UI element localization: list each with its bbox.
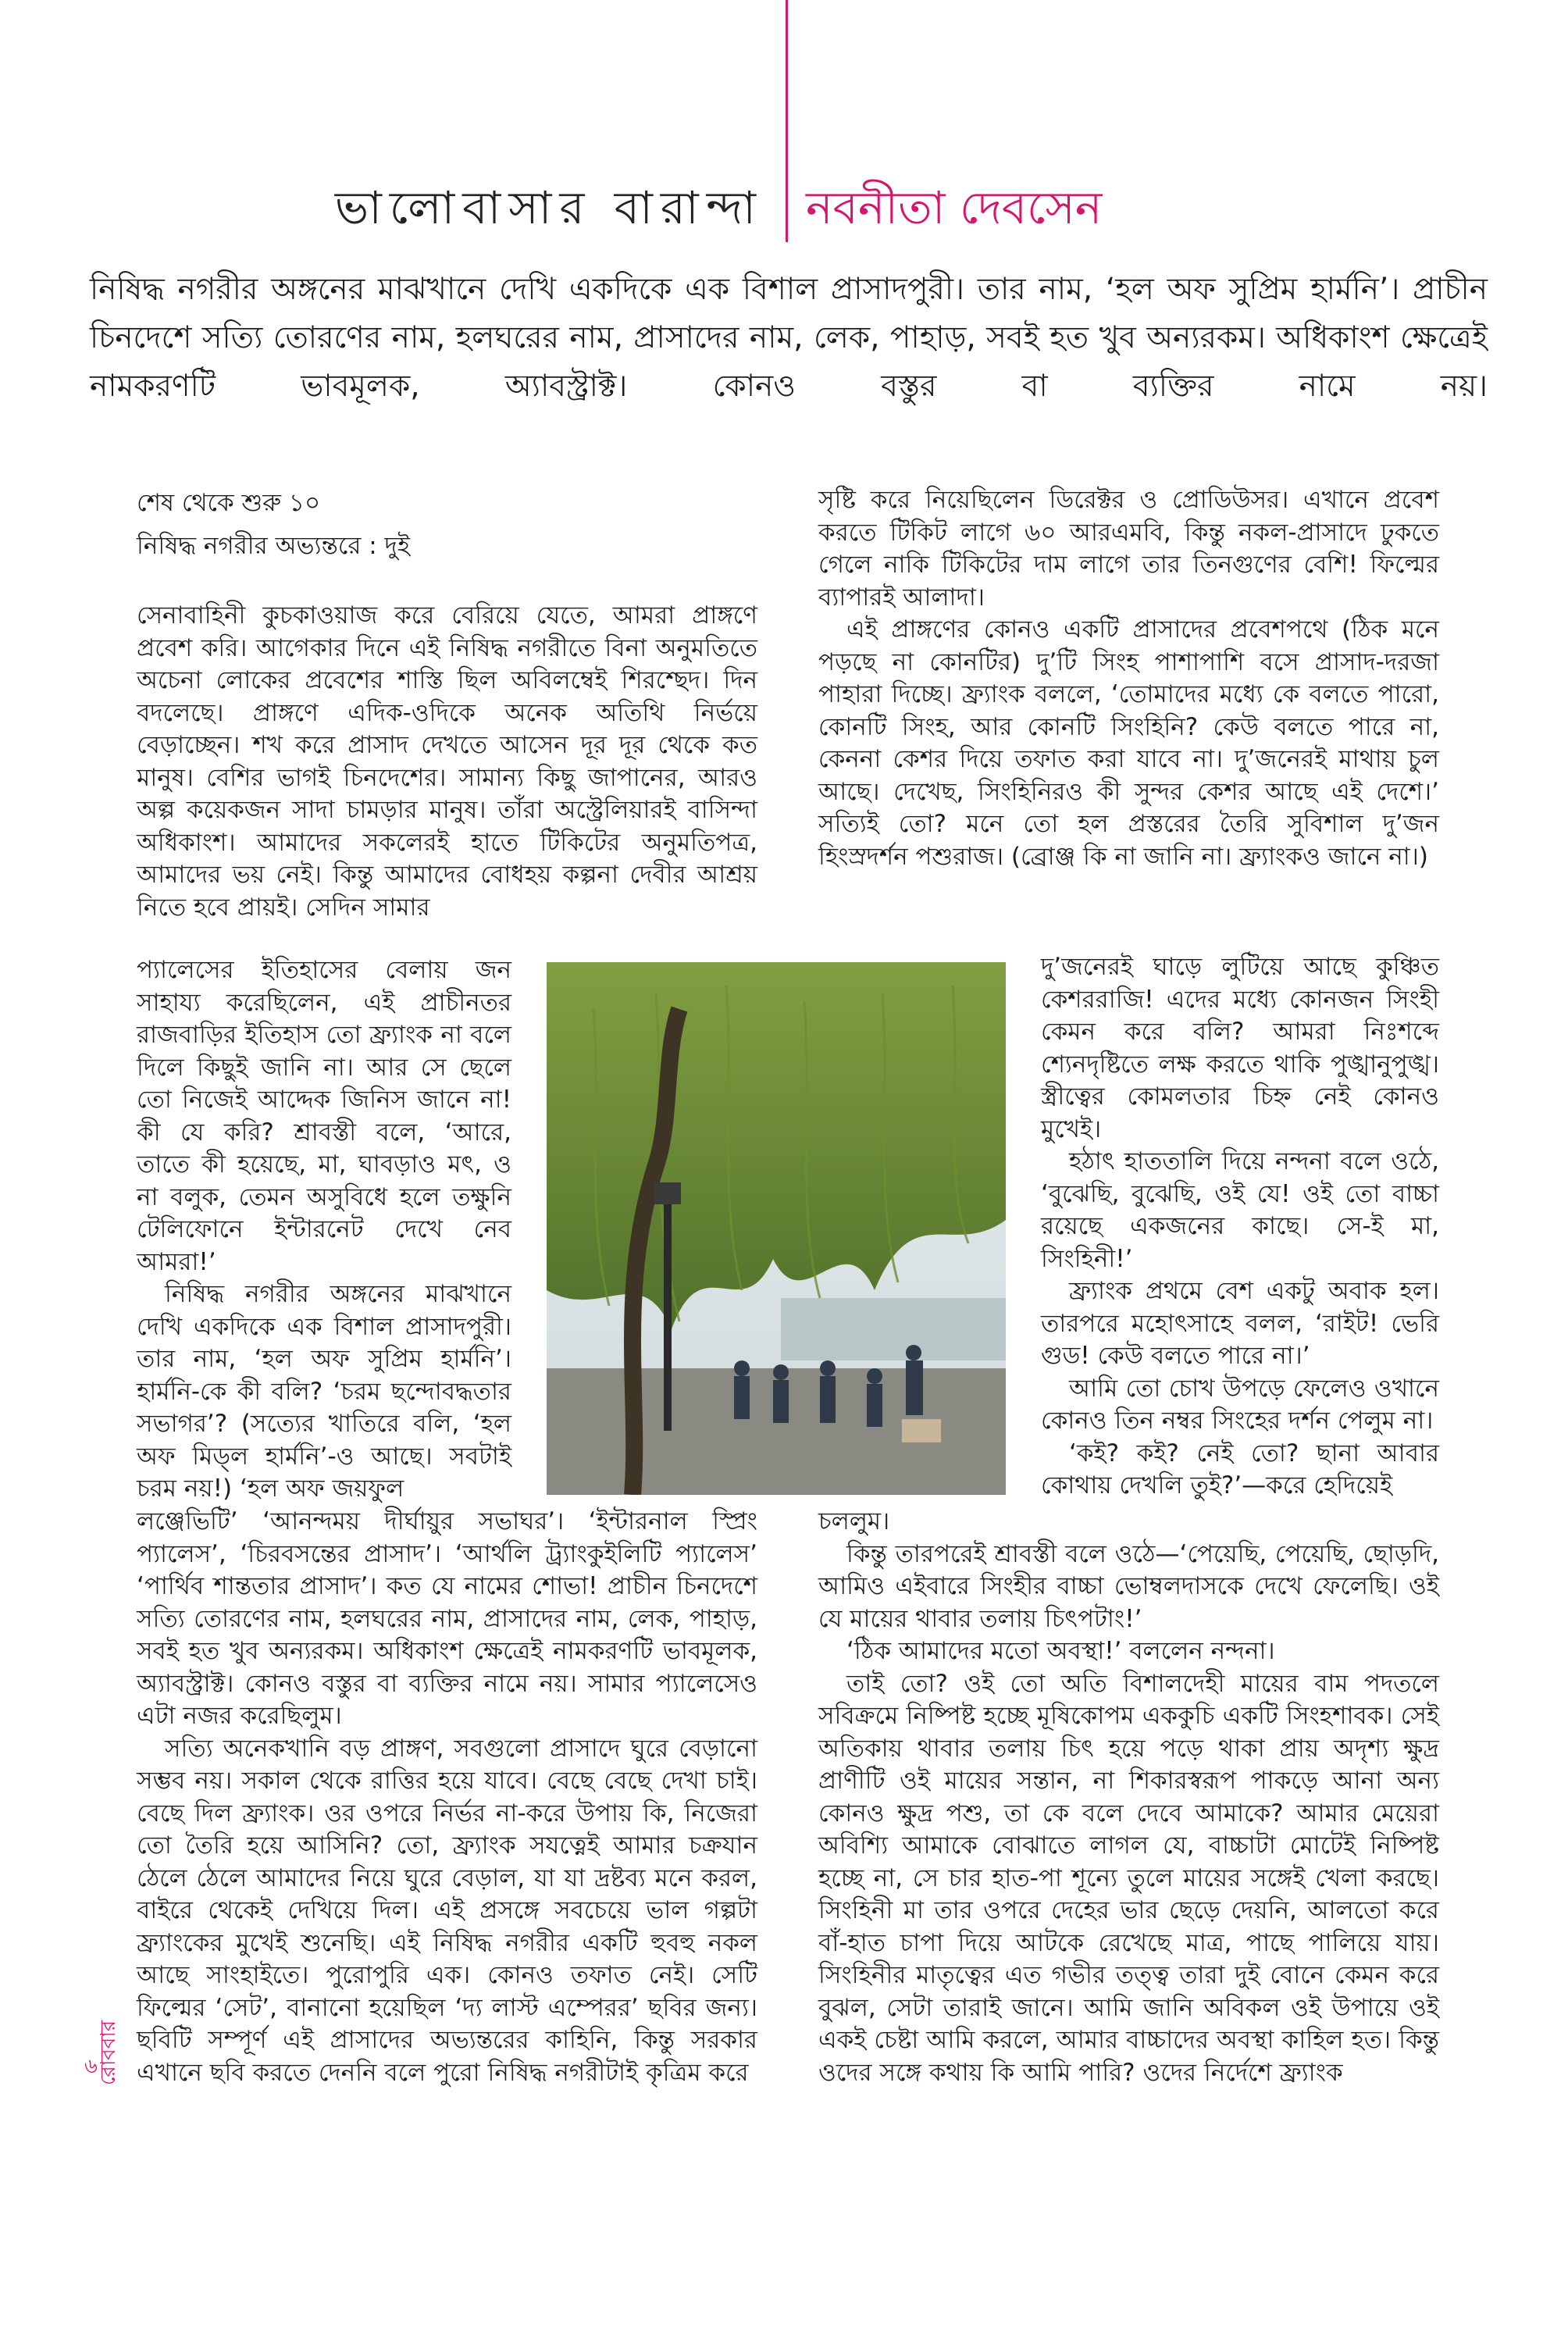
paragraph: হঠাৎ হাততালি দিয়ে নন্দনা বলে ওঠে, ‘বুঝেছি, বুঝেছি, ওই যে! ওই তো বাচ্চা রয়েছে একজনের কাছে। সে-ই মা, সিংহিনী!’ — [1041, 1147, 1439, 1273]
right-column-top — [818, 484, 1439, 873]
intro-blurb: নিষিদ্ধ নগরীর অঙ্গনের মাঝখানে দেখি একদিকে এক বিশাল প্রাসাদপুরী। তার নাম, ‘হল অফ সুপ্রিম হার্মনি’। প্রাচীন চিনদেশে সত্যি তোরণের নাম, হলঘরের নাম, প্রাসাদের নাম, লেক, পাহাড়, সবই হত খুব অন্যরকম। অধিকাংশ ক্ষেত্রেই নামকরণটি ভাবমূলক, অ্যাবস্ট্রাক্ট। কোনও বস্তুর বা ব্যক্তির নামে নয়। — [90, 272, 1488, 404]
paragraph: সৃষ্টি করে নিয়েছিলেন ডিরেক্টর ও প্রোডিউসর। এখানে প্রবেশ করতে টিকিট লাগে ৬০ আরএমবি, কিন্তু নকল-প্রাসাদে ঢুকতে গেলে নাকি টিকিটের দাম লাগে তার তিনগুণের বেশি! ফিল্মের ব্যাপারই আলাদা। — [818, 486, 1439, 612]
paragraph: ফ্র্যাংক প্রথমে বেশ একটু অবাক হল। তারপরে মহোৎসাহে বলল, ‘রাইট! ভেরি গুড! কেউ বলতে পারে না।’ — [1041, 1277, 1439, 1370]
paragraph: ‘ঠিক আমাদের মতো অবস্থা!’ বললেন নন্দনা। — [846, 1637, 1275, 1665]
magazine-name: রোববার — [97, 2020, 120, 2085]
article-photo — [547, 962, 1006, 1495]
series-label: শেষ থেকে শুরু ১০ — [137, 489, 321, 517]
header-divider — [786, 0, 788, 242]
article-subtitle: নিষিদ্ধ নগরীর অভ্যন্তরে : দুই — [137, 532, 410, 560]
paragraph: এই প্রাঙ্গণের কোনও একটি প্রাসাদের প্রবেশপথে (ঠিক মনে পড়ছে না কোনটির) দু’টি সিংহ পাশাপাশি বসে প্রাসাদ-দরজা পাহারা দিচ্ছে। ফ্র্যাংক বললে, ‘তোমাদের মধ্যে কে বলতে পারো, কোনটি সিংহ, আর কোনটি সিংহিনি? কেউ বলতে পারে না, কেননা কেশর দিয়ে তফাত করা যাবে না। দু’জনেরই মাথায় চুল আছে। দেখেছ, সিংহিনিরও কী সুন্দর কেশর আছে এই দেশে।’ সত্যিই তো? মনে তো হল প্রস্তরের তৈরি সুবিশাল দু’জন হিংস্রদর্শন পশুরাজ। (ব্রোঞ্জ কি না জানি না। ফ্র্যাংকও জানে না।) — [818, 615, 1439, 871]
author-name: নবনীতা দেবসেন — [806, 181, 1103, 234]
paragraph: প্যালেসের ইতিহাসের বেলায় জন সাহায্য করেছিলেন, এই প্রাচীনতর রাজবাড়ির ইতিহাস তো ফ্র্যাংক না বলে দিলে কিছুই জানি না। আর সে ছেলে তো নিজেই আদ্দেক জিনিস জানে না! কী যে করি? শ্রাবস্তী বলে, ‘আরে, তাতে কী হয়েছে, মা, ঘাবড়াও মৎ, ও না বলুক, তেমন অসুবিধে হলে তক্ষুনি টেলিফোনে ইন্টারনেট দেখে নেব আমরা!’ — [137, 956, 511, 1276]
paragraph: কিন্তু তারপরেই শ্রাবস্তী বলে ওঠে—‘পেয়েছি, পেয়েছি, ছোড়দি, আমিও এইবারে সিংহীর বাচ্চা ভোম্বলদাসকে দেখে ফেলেছি। ওই যে মায়ের থাবার তলায় চিৎপটাং!’ — [818, 1539, 1439, 1633]
left-column-wrap — [137, 954, 511, 1506]
right-column-bottom — [818, 1506, 1439, 2089]
paragraph: তাই তো? ওই তো অতি বিশালদেহী মায়ের বাম পদতলে সবিক্রমে নিষ্পিষ্ট হচ্ছে মূষিকোপম এককুচি একটি সিংহশাবক। সেই অতিকায় থাবার তলায় চিৎ হয়ে পড়ে থাকা প্রায় অদৃশ্য ক্ষুদ্র প্রাণীটি ওই মায়ের সন্তান, না শিকারস্বরূপ পাকড়ে আনা অন্য কোনও ক্ষুদ্র পশু, তা কে বলে দেবে আমাকে? আমার মেয়েরা অবিশ্যি আমাকে বোঝাতে লাগল যে, বাচ্চাটা মোটেই নিষ্পিষ্ট হচ্ছে না, সে চার হাত-পা শূন্যে তুলে মায়ের সঙ্গেই খেলা করছে। সিংহিনী মা তার ওপরে দেহের ভার ছেড়ে দেয়নি, আলতো করে বাঁ-হাত চাপা দিয়ে আটকে রেখেছে মাত্র, পাছে পালিয়ে যায়। সিংহিনীর মাতৃত্বের এত গভীর তত্ত্ব তারা দুই বোনে কেমন করে বুঝল, সেটা তারাই জানে। আমি জানি অবিকল ওই উপায়ে ওই একই চেষ্টা আমি করলে, আমার বাচ্চাদের অবস্থা কাহিল হত। কিন্তু ওদের সঙ্গে কথায় কি আমি পারি? ওদের নির্দেশে ফ্র্যাংক — [818, 1669, 1439, 2087]
paragraph: সেনাবাহিনী কুচকাওয়াজ করে বেরিয়ে যেতে, আমরা প্রাঙ্গণে প্রবেশ করি। আগেকার দিনে এই নিষিদ্ধ নগরীতে বিনা অনুমতিতে অচেনা লোকের প্রবেশের শাস্তি ছিল অবিলম্বেই শিরশ্ছেদ। দিন বদলেছে। প্রাঙ্গণে এদিক-ওদিকে অনেক অতিথি নির্ভয়ে বেড়াচ্ছেন। শখ করে প্রাসাদ দেখতে আসেন দূর দূর থেকে কত মানুষ। বেশির ভাগই চিনদেশের। সামান্য কিছু জাপানের, আরও অল্প কয়েকজন সাদা চামড়ার মানুষ। তাঁরা অস্ট্রেলিয়ারই বাসিন্দা অধিকাংশ। আমাদের সকলেরই হাতে টিকিটের অনুমতিপত্র, আমাদের ভয় নেই। কিন্তু আমাদের বোধহয় কল্পনা দেবীর আশ্রয় নিতে হবে প্রায়ই। সেদিন সামার — [137, 601, 757, 922]
willow-tree-photo — [547, 962, 1006, 1495]
column-title: ভালোবাসার বারান্দা — [334, 181, 764, 234]
left-column-bottom — [137, 1506, 757, 2089]
paragraph: সত্যি অনেকখানি বড় প্রাঙ্গণ, সবগুলো প্রাসাদে ঘুরে বেড়ানো সম্ভব নয়। সকাল থেকে রাত্তির হয়ে যাবে। বেছে বেছে দেখা চাই। বেছে দিল ফ্র্যাংক। ওর ওপরে নির্ভর না-করে উপায় কি, নিজেরা তো তৈরি হয়ে আসিনি? তো, ফ্র্যাংক সযত্নেই আমার চক্রযান ঠেলে ঠেলে আমাদের নিয়ে ঘুরে বেড়াল, যা যা দ্রষ্টব্য মনে করল, বাইরে থেকেই দেখিয়ে দিল। এই প্রসঙ্গে সবচেয়ে ভাল গল্পটা ফ্র্যাংকের মুখেই শুনেছি। এই নিষিদ্ধ নগরীর একটি হুবহু নকল আছে সাংহাইতে। পুরোপুরি এক। কোনও তফাত নেই। সেটি ফিল্মের ‘সেট’, বানানো হয়েছিল ‘দ্য লাস্ট এম্পেরর’ ছবির জন্য। ছবিটি সম্পূর্ণ এই প্রাসাদের অভ্যন্তরের কাহিনি, কিন্তু সরকার এখানে ছবি করতে দেননি বলে পুরো নিষিদ্ধ নগরীটাই কৃত্রিম করে — [137, 1734, 757, 2087]
paragraph: দু’জনেরই ঘাড়ে লুটিয়ে আছে কুঞ্চিত কেশররাজি! এদের মধ্যে কোনজন সিংহী কেমন করে বলি? আমরা নিঃশব্দে শ্যেনদৃষ্টিতে লক্ষ করতে থাকি পুঙ্খানুপুঙ্খ। স্ত্রীত্বের কোমলতার চিহ্ন নেই কোনও মুখেই। — [1041, 953, 1439, 1143]
paragraph: আমি তো চোখ উপড়ে ফেলেও ওখানে কোনও তিন নম্বর সিংহের দর্শন পেলুম না। — [1041, 1374, 1439, 1435]
page-number: ৬ — [84, 2055, 98, 2078]
left-column-top — [137, 600, 757, 924]
paragraph: নিষিদ্ধ নগরীর অঙ্গনের মাঝখানে দেখি একদিকে এক বিশাল প্রাসাদপুরী। তার নাম, ‘হল অফ সুপ্রিম হার্মনি’। হার্মনি-কে কী বলি? ‘চরম ছন্দোবদ্ধতার সভাগর’? (সত্যের খাতিরে বলি, ‘হল অফ মিড্‌ল হার্মনি’-ও আছে। সবটাই চরম নয়!) ‘হল অফ জয়ফুল — [137, 1280, 511, 1503]
paragraph: লঞ্জেভিটি’ ‘আনন্দময় দীর্ঘায়ুর সভাঘর’। ‘ইন্টারনাল স্প্রিং প্যালেস’, ‘চিরবসন্তের প্রাসাদ’। ‘আর্থলি ট্র্যাংকুইলিটি প্যালেস’ ‘পার্থিব শান্ততার প্রাসাদ’। কত যে নামের শোভা! প্রাচীন চিনদেশে সত্যি তোরণের নাম, হলঘরের নাম, প্রাসাদের নাম, লেক, পাহাড়, সবই হত খুব অন্যরকম। অধিকাংশ ক্ষেত্রেই নামকরণটি ভাবমূলক, অ্যাবস্ট্রাক্ট। কোনও বস্তুর বা ব্যক্তির নামে নয়। সামার প্যালেসেও এটা নজর করেছিলুম। — [137, 1507, 757, 1730]
paragraph: ‘কই? কই? নেই তো? ছানা আবার কোথায় দেখলি তুই?’—করে হেদিয়েই — [1041, 1439, 1439, 1500]
paragraph: চললুম। — [818, 1507, 890, 1535]
right-column-wrap — [1041, 951, 1439, 1503]
